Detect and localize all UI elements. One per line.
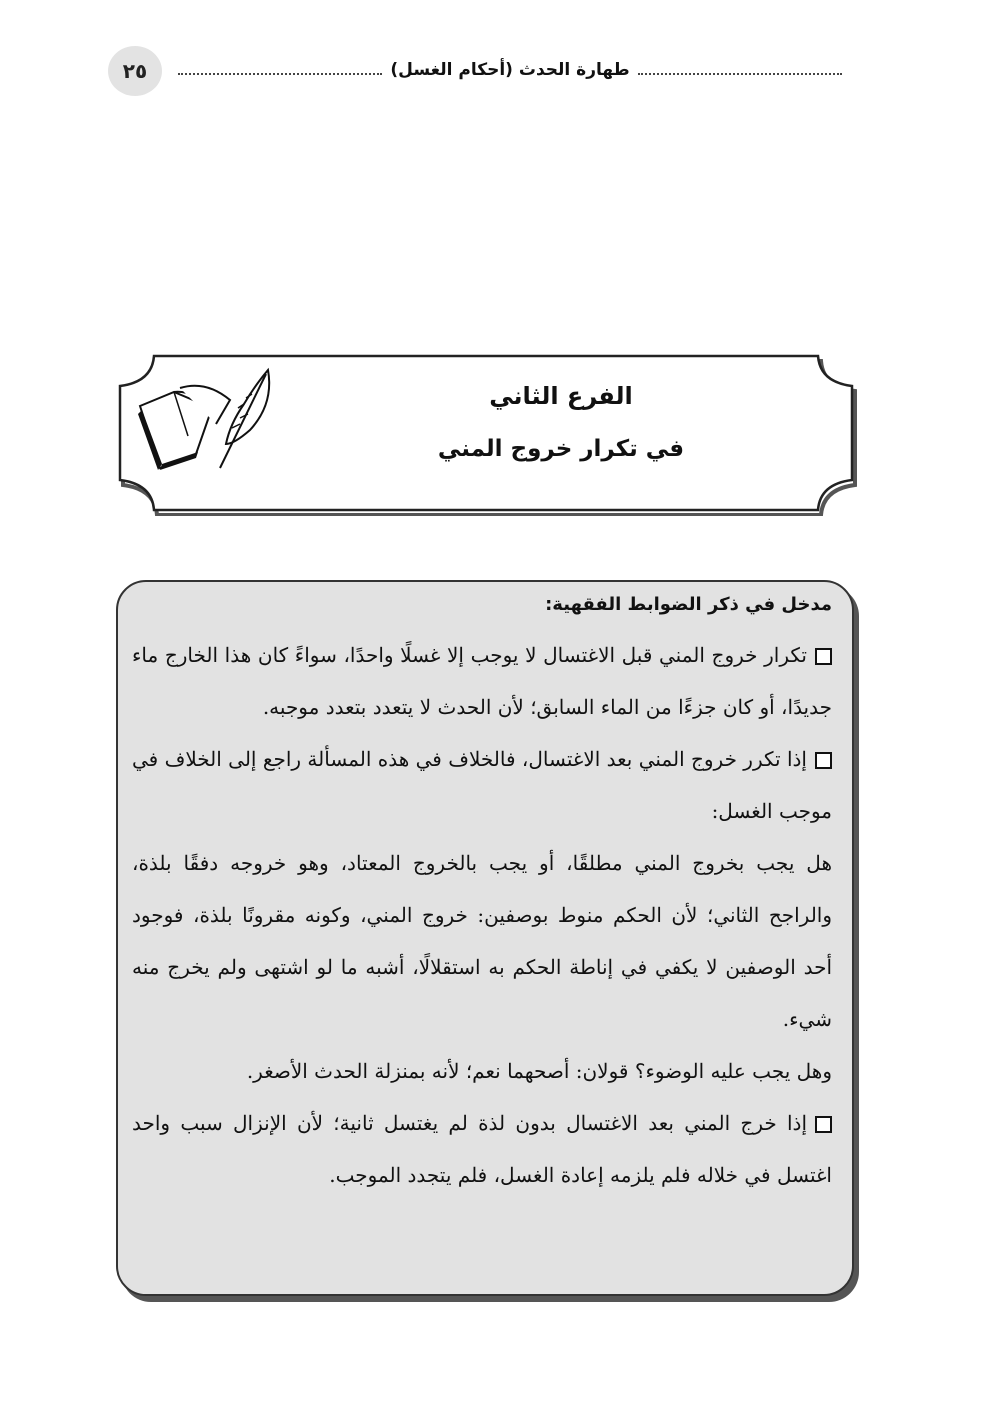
rules-box <box>116 580 854 1296</box>
explanation-paragraph-1 <box>132 837 832 1045</box>
section-title-banner <box>112 352 860 516</box>
book-and-quill-icon <box>134 364 274 476</box>
page-number: ٢٥ <box>108 46 162 96</box>
header-dots-right <box>638 73 842 75</box>
explanation-paragraph-2 <box>132 1045 832 1097</box>
checkbox-icon <box>815 752 832 769</box>
section-title: الفرع الثاني <box>489 382 633 410</box>
running-title: طهارة الحدث (أحكام الغسل) <box>390 60 630 80</box>
rule-paragraph-3 <box>132 1097 832 1201</box>
rule-paragraph-2 <box>132 733 832 837</box>
box-heading: مدخل في ذكر الضوابط الفقهية: <box>545 594 832 615</box>
paragraph-text: إذا تكرر خروج المني بعد الاغتسال، فالخلاف في هذه المسألة راجع إلى الخلاف في موجب الغسل: <box>132 747 832 823</box>
rule-paragraph-1 <box>132 629 832 733</box>
paragraph-text: تكرار خروج المني قبل الاغتسال لا يوجب إلا غسلًا واحدًا، سواءً كان هذا الخارج ماء جديدًا، أو كان جزءًا من الماء السابق؛ لأن الحدث لا يتعدد بتعدد موجبه. <box>132 643 832 719</box>
section-subtitle: في تكرار خروج المني <box>437 436 685 462</box>
paragraph-text: هل يجب بخروج المني مطلقًا، أو يجب بالخروج المعتاد، وهو خروجه دفقًا بلذة، والراجح الثاني؛ لأن الحكم منوط بوصفين: خروج المني، وكونه مقرونًا بلذة، فوجود أحد الوصفين لا يكفي في إناطة الحكم به استقلالًا، أشبه ما لو اشتهى ولم يخرج منه شيء. <box>132 851 832 1031</box>
paragraph-text: وهل يجب عليه الوضوء؟ قولان: أصحهما نعم؛ لأنه بمنزلة الحدث الأصغر. <box>246 1059 832 1083</box>
paragraph-text: إذا خرج المني بعد الاغتسال بدون لذة لم يغتسل ثانية؛ لأن الإنزال سبب واحد اغتسل في خلاله فلم يلزمه إعادة الغسل، فلم يتجدد الموجب. <box>132 1111 832 1187</box>
running-header <box>178 58 842 82</box>
header-dots-left <box>178 73 382 75</box>
checkbox-icon <box>815 1116 832 1133</box>
banner-text <box>332 382 790 462</box>
checkbox-icon <box>815 648 832 665</box>
